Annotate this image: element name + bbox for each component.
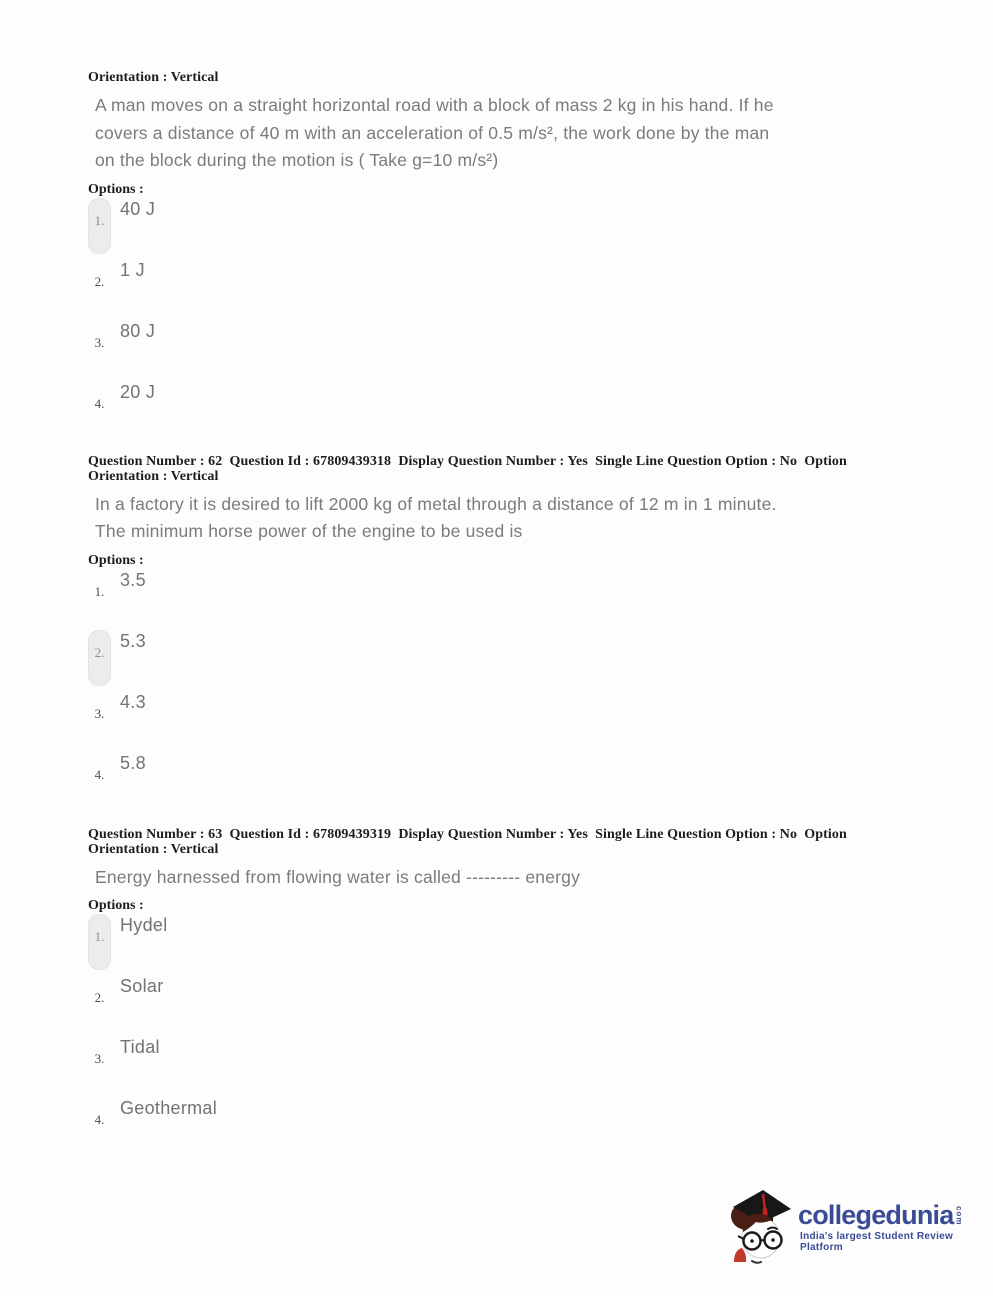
option-number: 4.	[94, 395, 105, 411]
option-row[interactable]	[88, 320, 898, 381]
option-text: 5.8	[120, 752, 146, 773]
option-text: Solar	[120, 976, 164, 996]
option-number: 4.	[94, 1112, 105, 1127]
option-number: 1.	[88, 914, 111, 970]
graduate-mascot-icon	[726, 1184, 796, 1269]
option-row[interactable]	[88, 1097, 898, 1158]
question-block-63	[88, 827, 898, 1159]
option-number: 1.	[88, 198, 111, 254]
option-text: Tidal	[120, 1037, 160, 1057]
option-number: 2.	[94, 273, 105, 289]
option-number: 3.	[94, 705, 105, 721]
options-list	[88, 914, 898, 1158]
option-text: 4.3	[120, 691, 146, 712]
option-text: 40 J	[120, 198, 156, 219]
brand-tld: com	[954, 1206, 964, 1226]
option-text: 1 J	[120, 259, 145, 280]
question-header-line: Question Number : 62 Question Id : 67809439318 Display Question Number : Yes Single Line Question Option : No Option	[88, 453, 847, 469]
question-header-line: Question Number : 63 Question Id : 67809439319 Display Question Number : Yes Single Line Question Option : No Option	[88, 826, 847, 842]
question-text: In a factory it is desired to lift 2000 kg of metal through a distance of 12 m in 1 minute. The minimum horse power of the engine to be used is	[95, 493, 777, 541]
exam-paper-page	[88, 70, 898, 1158]
question-header-line: Orientation : Vertical	[88, 468, 219, 484]
options-label: Options :	[88, 898, 144, 913]
option-text: Hydel	[120, 915, 168, 935]
question-text: A man moves on a straight horizontal road with a block of mass 2 kg in his hand. If he covers a distance of 40 m with an acceleration of 0.5 m/s², the work done by the man on the block during the motion is ( Take g=10 m/s²)	[95, 95, 774, 170]
brand-name: collegedunia	[798, 1200, 954, 1230]
question-header-line: Orientation : Vertical	[88, 70, 219, 85]
option-row[interactable]	[88, 1036, 898, 1097]
question-header	[88, 70, 898, 85]
question-block-62	[88, 454, 898, 813]
option-row[interactable]	[88, 630, 898, 691]
option-text: 5.3	[120, 630, 146, 651]
question-header-line: Orientation : Vertical	[88, 841, 219, 857]
option-row[interactable]	[88, 569, 898, 630]
option-number: 2.	[94, 990, 105, 1005]
option-number: 4.	[94, 766, 105, 782]
question-header	[88, 827, 898, 857]
logo-text	[798, 1184, 993, 1253]
options-list	[88, 569, 898, 813]
option-row[interactable]	[88, 752, 898, 813]
collegedunia-logo	[726, 1184, 993, 1269]
options-label: Options :	[88, 552, 144, 568]
option-number: 3.	[94, 334, 105, 350]
option-row[interactable]	[88, 381, 898, 442]
options-label: Options :	[88, 181, 144, 197]
option-number: 1.	[94, 583, 105, 599]
option-text: Geothermal	[120, 1098, 218, 1118]
option-row[interactable]	[88, 975, 898, 1036]
question-header	[88, 454, 898, 484]
options-list	[88, 198, 898, 442]
option-number: 3.	[94, 1051, 105, 1066]
option-row[interactable]	[88, 914, 898, 975]
question-block-61	[88, 70, 898, 442]
option-number: 2.	[88, 630, 111, 686]
option-row[interactable]	[88, 198, 898, 259]
option-text: 20 J	[120, 381, 156, 402]
option-row[interactable]	[88, 259, 898, 320]
question-text: Energy harnessed from flowing water is called --------- energy	[95, 866, 581, 887]
option-text: 80 J	[120, 320, 156, 341]
option-text: 3.5	[120, 569, 146, 590]
option-row[interactable]	[88, 691, 898, 752]
brand-tagline: India's largest Student Review Platform	[800, 1231, 954, 1253]
